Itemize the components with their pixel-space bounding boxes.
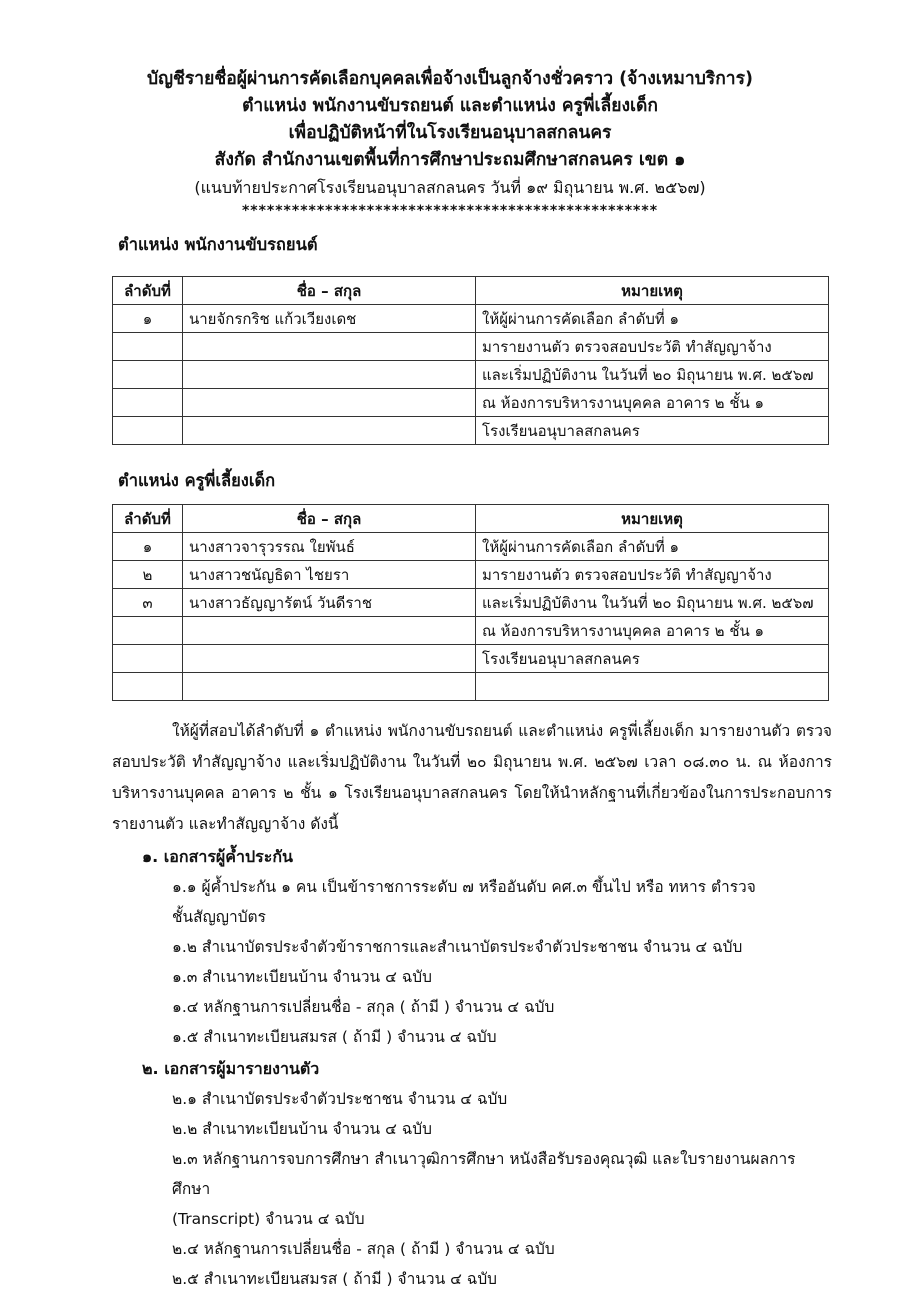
column-header-note: หมายเหตุ bbox=[476, 277, 829, 305]
cell-note: โรงเรียนอนุบาลสกลนคร bbox=[476, 645, 829, 673]
document-header bbox=[0, 66, 900, 219]
cell-note: ณ ห้องการบริหารงานบุคคล อาคาร ๒ ชั้น ๑ bbox=[476, 389, 829, 417]
cell-note: และเริ่มปฏิบัติงาน ในวันที่ ๒๐ มิถุนายน พ.ศ. ๒๕๖๗ bbox=[476, 589, 829, 617]
cell-name bbox=[183, 617, 476, 645]
table-row bbox=[113, 361, 829, 389]
table-header-row bbox=[113, 277, 829, 305]
header-line-1: บัญชีรายชื่อผู้ผ่านการคัดเลือกบุคคลเพื่อจ้างเป็นลูกจ้างชั่วคราว (จ้างเหมาบริการ) bbox=[146, 69, 754, 89]
cell-note: มารายงานตัว ตรวจสอบประวัติ ทำสัญญาจ้าง bbox=[476, 333, 829, 361]
cell-number bbox=[113, 417, 183, 445]
list-item: ๑.๔ หลักฐานการเปลี่ยนชื่อ - สกุล ( ถ้ามี ) จำนวน ๔ ฉบับ bbox=[172, 998, 555, 1016]
cell-note: ณ ห้องการบริหารงานบุคคล อาคาร ๒ ชั้น ๑ bbox=[476, 617, 829, 645]
list-item-continuation: (Transcript) จำนวน ๔ ฉบับ bbox=[172, 1210, 365, 1228]
list-item: ๑.๒ สำเนาบัตรประจำตัวข้าราชการและสำเนาบัตรประจำตัวประชาชน จำนวน ๔ ฉบับ bbox=[172, 938, 743, 956]
table-row bbox=[113, 333, 829, 361]
header-line-2: ตำแหน่ง พนักงานขับรถยนต์ และตำแหน่ง ครูพี่เลี้ยงเด็ก bbox=[242, 96, 658, 116]
list-item: ๑.๓ สำเนาทะเบียนบ้าน จำนวน ๔ ฉบับ bbox=[172, 968, 432, 986]
table-row bbox=[113, 561, 829, 589]
cell-name bbox=[183, 361, 476, 389]
cell-name bbox=[183, 389, 476, 417]
column-header-name: ชื่อ – สกุล bbox=[183, 277, 476, 305]
cell-note: และเริ่มปฏิบัติงาน ในวันที่ ๒๐ มิถุนายน พ.ศ. ๒๕๖๗ bbox=[476, 361, 829, 389]
cell-name: นายจักรกริช แก้วเวียงเดช bbox=[183, 305, 476, 333]
cell-note bbox=[476, 673, 829, 701]
cell-name bbox=[183, 645, 476, 673]
header-line-4: สังกัด สำนักงานเขตพื้นที่การศึกษาประถมศึกษาสกลนคร เขต ๑ bbox=[214, 150, 686, 170]
reporter-docs-heading: ๒. เอกสารผู้มารายงานตัว bbox=[142, 1059, 320, 1078]
table-row bbox=[113, 645, 829, 673]
instructions-body bbox=[112, 716, 832, 1294]
table-row bbox=[113, 305, 829, 333]
nanny-table bbox=[112, 504, 829, 701]
cell-number: ๓ bbox=[113, 589, 183, 617]
list-item-continuation: ชั้นสัญญาบัตร bbox=[172, 908, 266, 926]
column-header-name: ชื่อ – สกุล bbox=[183, 505, 476, 533]
cell-name: นางสาวจารุวรรณ ใยพันธ์ bbox=[183, 533, 476, 561]
cell-name bbox=[183, 333, 476, 361]
cell-number bbox=[113, 361, 183, 389]
list-item: ๒.๔ หลักฐานการเปลี่ยนชื่อ - สกุล ( ถ้ามี ) จำนวน ๔ ฉบับ bbox=[172, 1240, 555, 1258]
cell-note: มารายงานตัว ตรวจสอบประวัติ ทำสัญญาจ้าง bbox=[476, 561, 829, 589]
cell-name: นางสาวชนัญธิดา ไชยรา bbox=[183, 561, 476, 589]
table-row bbox=[113, 673, 829, 701]
table-row bbox=[113, 533, 829, 561]
table-row bbox=[113, 389, 829, 417]
list-item: ๒.๒ สำเนาทะเบียนบ้าน จำนวน ๔ ฉบับ bbox=[172, 1120, 432, 1138]
list-item: ๒.๕ สำเนาทะเบียนสมรส ( ถ้ามี ) จำนวน ๔ ฉบับ bbox=[172, 1270, 497, 1288]
list-item: ๑.๕ สำเนาทะเบียนสมรส ( ถ้ามี ) จำนวน ๔ ฉบับ bbox=[172, 1028, 497, 1046]
list-item: ๑.๑ ผู้ค้ำประกัน ๑ คน เป็นข้าราชการระดับ ๗ หรืออันดับ คศ.๓ ขึ้นไป หรือ ทหาร ตำรวจ bbox=[172, 878, 756, 896]
cell-note: ให้ผู้ผ่านการคัดเลือก ลำดับที่ ๑ bbox=[476, 305, 829, 333]
instructions-paragraph: ให้ผู้ที่สอบได้ลำดับที่ ๑ ตำแหน่ง พนักงานขับรถยนต์ และตำแหน่ง ครูพี่เลี้ยงเด็ก มารายงานตัว ตรวจสอบประวัติ ทำสัญญาจ้าง และเริ่มปฏิบัติงาน ในวันที่ ๒๐ มิถุนายน พ.ศ. ๒๕๖๗ เวลา ๐๘.๓๐ น. ณ ห้องการบริหารงานบุคคล อาคาร ๒ ชั้น ๑ โรงเรียนอนุบาลสกลนคร โดยให้นำหลักฐานที่เกี่ยวข้องในการประกอบการรายงานตัว และทำสัญญาจ้าง ดังนี้ bbox=[112, 722, 832, 833]
cell-note: โรงเรียนอนุบาลสกลนคร bbox=[476, 417, 829, 445]
section-title-driver: ตำแหน่ง พนักงานขับรถยนต์ bbox=[118, 235, 318, 254]
cell-number bbox=[113, 333, 183, 361]
cell-name: นางสาวธัญญารัตน์ วันดีราช bbox=[183, 589, 476, 617]
header-line-3: เพื่อปฏิบัติหน้าที่ในโรงเรียนอนุบาลสกลนคร bbox=[288, 123, 612, 143]
table-row bbox=[113, 617, 829, 645]
column-header-number: ลำดับที่ bbox=[113, 277, 183, 305]
guarantor-docs-heading: ๑. เอกสารผู้ค้ำประกัน bbox=[142, 847, 293, 866]
cell-number: ๑ bbox=[113, 305, 183, 333]
column-header-note: หมายเหตุ bbox=[476, 505, 829, 533]
cell-number: ๒ bbox=[113, 561, 183, 589]
list-item: ๒.๑ สำเนาบัตรประจำตัวประชาชน จำนวน ๔ ฉบับ bbox=[172, 1090, 508, 1108]
cell-number bbox=[113, 617, 183, 645]
column-header-number: ลำดับที่ bbox=[113, 505, 183, 533]
header-line-5: (แนบท้ายประกาศโรงเรียนอนุบาลสกลนคร วันที่ ๑๙ มิถุนายน พ.ศ. ๒๕๖๗) bbox=[194, 178, 706, 197]
driver-table bbox=[112, 276, 829, 445]
cell-number bbox=[113, 389, 183, 417]
table-row bbox=[113, 589, 829, 617]
cell-name bbox=[183, 673, 476, 701]
header-separator: ************************************************** bbox=[241, 203, 659, 219]
list-item: ๒.๓ หลักฐานการจบการศึกษา สำเนาวุฒิการศึกษา หนังสือรับรองคุณวุฒิ และใบรายงานผลการศึกษา bbox=[172, 1150, 796, 1198]
cell-note: ให้ผู้ผ่านการคัดเลือก ลำดับที่ ๑ bbox=[476, 533, 829, 561]
cell-number bbox=[113, 673, 183, 701]
cell-number bbox=[113, 645, 183, 673]
cell-number: ๑ bbox=[113, 533, 183, 561]
table-row bbox=[113, 417, 829, 445]
table-header-row bbox=[113, 505, 829, 533]
cell-name bbox=[183, 417, 476, 445]
section-title-nanny: ตำแหน่ง ครูพี่เลี้ยงเด็ก bbox=[118, 471, 276, 490]
